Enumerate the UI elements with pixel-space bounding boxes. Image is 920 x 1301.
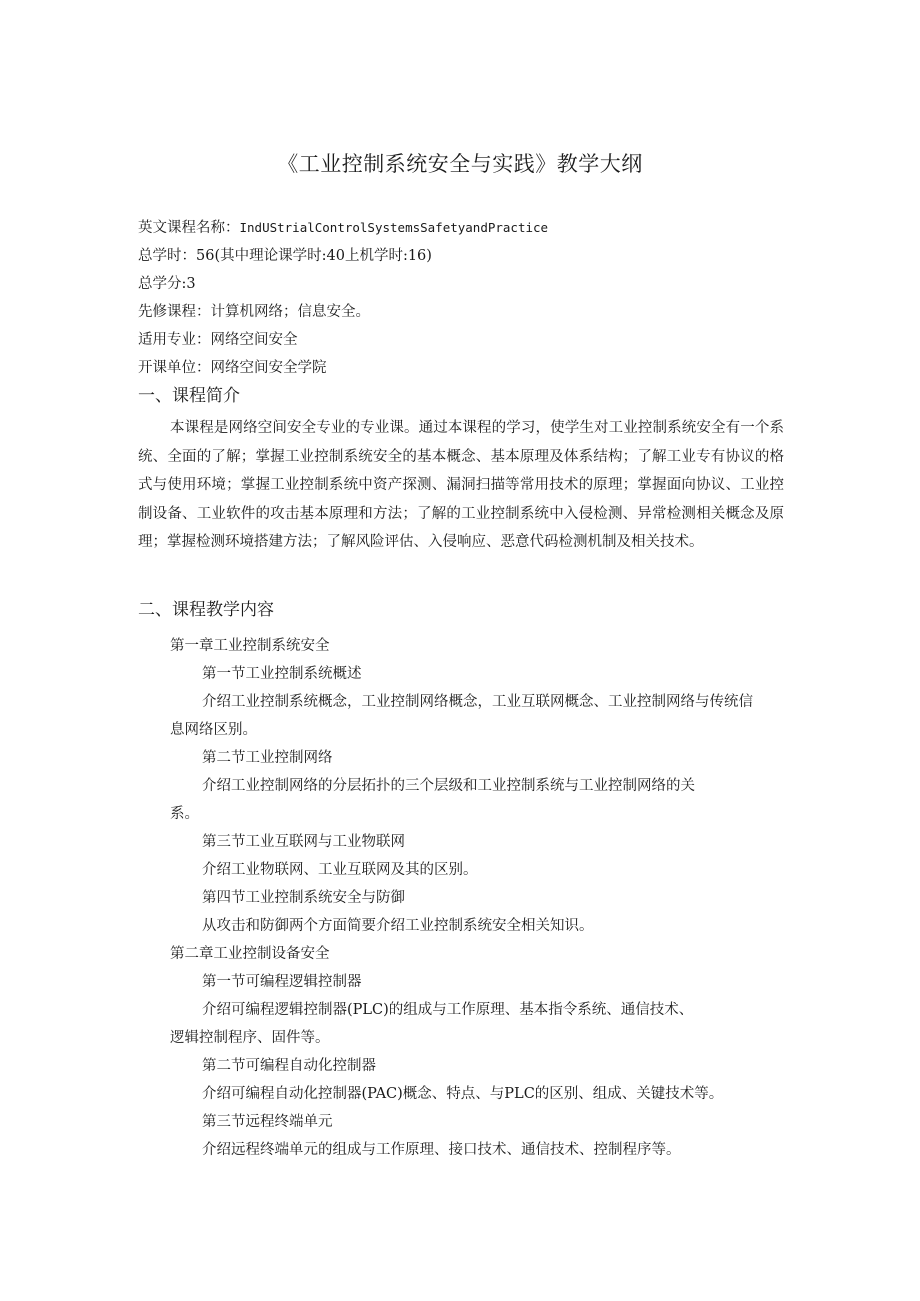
intro-line: 本课程是网络空间安全专业的专业课。通过本课程的学习，使学生对工业控制系统安全有一 xyxy=(170,420,755,436)
course-intro-paragraph xyxy=(138,414,784,557)
meta-english-name xyxy=(138,214,798,242)
meta-hours: 总学时：56(其中理论课学时:40上机学时:16) xyxy=(138,248,432,264)
teaching-content-outline xyxy=(138,632,798,1164)
chapter-2-section-2-desc: 介绍可编程自动化控制器(PAC)概念、特点、与PLC的区别、组成、关键技术等。 xyxy=(202,1086,724,1102)
intro-line: 相关技术。 xyxy=(631,534,704,550)
section-heading-content: 二、课程教学内容 xyxy=(138,600,274,620)
chapter-2-section-1-title: 第一节可编程逻辑控制器 xyxy=(202,974,362,990)
chapter-1-section-1-title: 第一节工业控制系统概述 xyxy=(202,666,362,682)
chapter-2-section-3-desc: 介绍远程终端单元的组成与工作原理、接口技术、通信技术、控制程序等。 xyxy=(202,1142,681,1158)
meta-english-name-label: 英文课程名称： xyxy=(138,220,240,236)
chapter-1-section-4-desc: 从攻击和防御两个方面简要介绍工业控制系统安全相关知识。 xyxy=(202,918,594,934)
chapter-2-section-2-title: 第二节可编程自动化控制器 xyxy=(202,1058,376,1074)
meta-credits: 总学分:3 xyxy=(138,276,196,292)
chapter-2-section-1-desc: 介绍可编程逻辑控制器(PLC)的组成与工作原理、基本指令系统、通信技术、 xyxy=(202,1002,694,1018)
chapter-1-section-4-title: 第四节工业控制系统安全与防御 xyxy=(202,890,405,906)
chapter-1-section-2-desc-cont: 系。 xyxy=(170,806,199,822)
document-title: 《工业控制系统安全与实践》教学大纲 xyxy=(277,152,643,176)
chapter-1-section-3-title: 第三节工业互联网与工业物联网 xyxy=(202,834,405,850)
meta-department: 开课单位：网络空间安全学院 xyxy=(138,360,327,376)
course-meta xyxy=(138,214,798,382)
intro-line: 个系统、全面的了解；掌握工业控制系统安全的基本概念、基本原理及体系结构；了解工业专有 xyxy=(138,420,784,465)
chapter-2-section-3-title: 第三节远程终端单元 xyxy=(202,1114,333,1130)
chapter-2-title: 第二章工业控制设备安全 xyxy=(170,946,330,962)
chapter-1-section-3-desc: 介绍工业物联网、工业互联网及其的区别。 xyxy=(202,862,478,878)
chapter-1-section-2-title: 第二节工业控制网络 xyxy=(202,750,333,766)
intro-line: 协议的格式与使用环境；掌握工业控制系统中资产探测、漏洞扫描等常用技术的原理；掌握面向 xyxy=(138,448,785,493)
meta-prerequisites: 先修课程：计算机网络；信息安全。 xyxy=(138,304,370,320)
section-heading-intro: 一、课程简介 xyxy=(138,386,240,406)
chapter-1-section-2-desc: 介绍工业控制网络的分层拓扑的三个层级和工业控制系统与工业控制网络的关 xyxy=(202,778,695,794)
intro-line: 协议、工业控制设备、工业软件的攻击基本原理和方法；了解的工业控制系统中入侵检测、异常 xyxy=(138,477,785,522)
chapter-1-section-1-desc: 介绍工业控制系统概念，工业控制网络概念，工业互联网概念、工业控制网络与传统信 xyxy=(202,694,753,710)
intro-line: 检测相关概念及原理；掌握检测环境搭建方法；了解风险评估、入侵响应、恶意代码检测机制及 xyxy=(138,505,785,550)
chapter-2-section-1-desc-cont: 逻辑控制程序、固件等。 xyxy=(170,1030,330,1046)
meta-english-name-value: IndUStrialControlSystemsSafetyandPractice xyxy=(239,220,549,235)
chapter-1-title: 第一章工业控制系统安全 xyxy=(170,638,330,654)
chapter-1-section-1-desc-cont: 息网络区别。 xyxy=(170,722,257,738)
meta-major: 适用专业：网络空间安全 xyxy=(138,332,298,348)
